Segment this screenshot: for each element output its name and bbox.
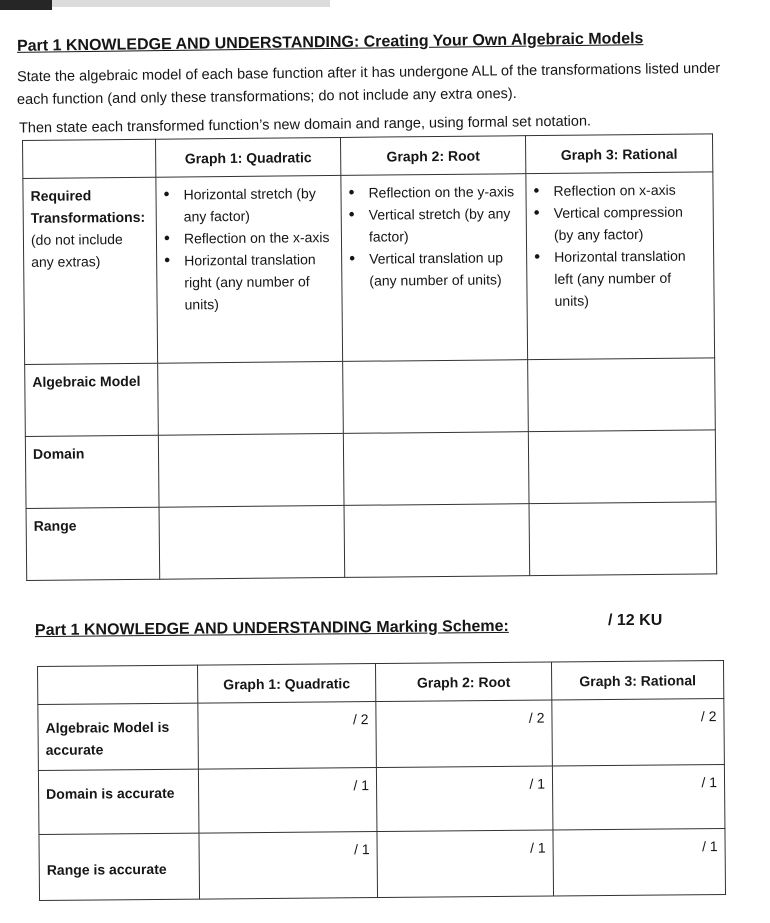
graph-2-domain-answer[interactable] (343, 432, 529, 506)
graph-3-range-answer[interactable] (529, 502, 717, 576)
algebraic-model-label: Algebraic Model (25, 363, 159, 436)
scheme-row-range (39, 829, 726, 901)
scheme-header-graph-3: Graph 3: Rational (551, 661, 723, 700)
header-empty-cell (23, 139, 156, 178)
mark-range-graph-2: / 1 (377, 830, 554, 898)
required-transformations-label (23, 177, 158, 364)
header-graph-3: Graph 3: Rational (525, 134, 712, 174)
graph-1-domain-answer[interactable] (158, 433, 344, 507)
scheme-header-row (38, 661, 724, 705)
graph-1-transformations (156, 175, 343, 363)
mark-range-graph-3: / 1 (553, 829, 726, 896)
scheme-label-model: Algebraic Model is accurate (38, 703, 199, 770)
list-item: • Reflection on the y-axis (368, 180, 518, 203)
scheme-row-domain (38, 765, 725, 835)
instruction-line-3: Then state each transformed function’s new domain and range, using formal set notation. (18, 113, 592, 137)
list-item: • Horizontal translation left (any number of units) (554, 244, 707, 311)
scheme-header-empty (38, 665, 198, 704)
mark-model-graph-3: / 2 (552, 699, 725, 766)
scheme-header-graph-1: Graph 1: Quadratic (197, 664, 375, 704)
algebraic-model-row (25, 358, 716, 437)
list-item: • Reflection on x-axis (553, 178, 705, 201)
required-transformations-title: Required Transformations: (30, 187, 146, 226)
graph-3-domain-answer[interactable] (528, 430, 716, 504)
instruction-line-1: State the algebraic model of each base function after it has undergone ALL of the transformations listed under (16, 60, 721, 86)
list-item: • Reflection on the x-axis (184, 226, 334, 249)
required-transformations-note: (do not include any extras) (30, 231, 123, 270)
mark-range-graph-1: / 1 (199, 832, 378, 900)
header-graph-2: Graph 2: Root (340, 136, 525, 176)
domain-row (25, 430, 716, 509)
mark-domain-graph-1: / 1 (198, 768, 377, 834)
scheme-label-range: Range is accurate (39, 833, 200, 900)
graph-3-model-answer[interactable] (528, 358, 716, 432)
mark-domain-graph-2: / 1 (376, 766, 553, 832)
scheme-label-domain: Domain is accurate (38, 769, 199, 834)
marking-scheme-table (37, 660, 726, 901)
marking-scheme-title: Part 1 KNOWLEDGE AND UNDERSTANDING Marking Scheme: (34, 617, 509, 640)
range-label: Range (26, 507, 160, 580)
mark-domain-graph-3: / 1 (552, 765, 725, 830)
scheme-row-model (38, 699, 725, 771)
transformations-table (22, 133, 717, 581)
graph-1-model-answer[interactable] (158, 361, 344, 435)
part1-title: Part 1 KNOWLEDGE AND UNDERSTANDING: Creating Your Own Algebraic Models (16, 30, 644, 55)
graph-3-transformations (526, 172, 715, 360)
range-row (26, 502, 717, 581)
domain-label: Domain (25, 435, 159, 508)
required-transformations-row (23, 172, 715, 365)
list-item: • Vertical stretch (by any factor) (369, 202, 519, 247)
graph-2-transformations (341, 174, 528, 362)
graph-2-model-answer[interactable] (343, 360, 529, 434)
graph-2-range-answer[interactable] (344, 504, 530, 578)
list-item: • Vertical compression (by any factor) (554, 200, 706, 245)
mark-model-graph-2: / 2 (376, 700, 553, 768)
header-graph-1: Graph 1: Quadratic (155, 137, 340, 177)
list-item: • Vertical translation up (any number of units) (369, 246, 519, 291)
list-item: • Horizontal stretch (by any factor) (183, 182, 333, 227)
graph-1-range-answer[interactable] (159, 505, 345, 579)
instruction-line-2: each function (and only these transformations; do not include any extra ones). (16, 85, 517, 109)
list-item: • Horizontal translation right (any number of units) (184, 248, 335, 315)
scheme-header-graph-2: Graph 2: Root (375, 662, 551, 702)
mark-model-graph-1: / 2 (198, 702, 377, 770)
marking-scheme-total: / 12 KU (608, 612, 663, 629)
table-header-row (23, 134, 713, 179)
